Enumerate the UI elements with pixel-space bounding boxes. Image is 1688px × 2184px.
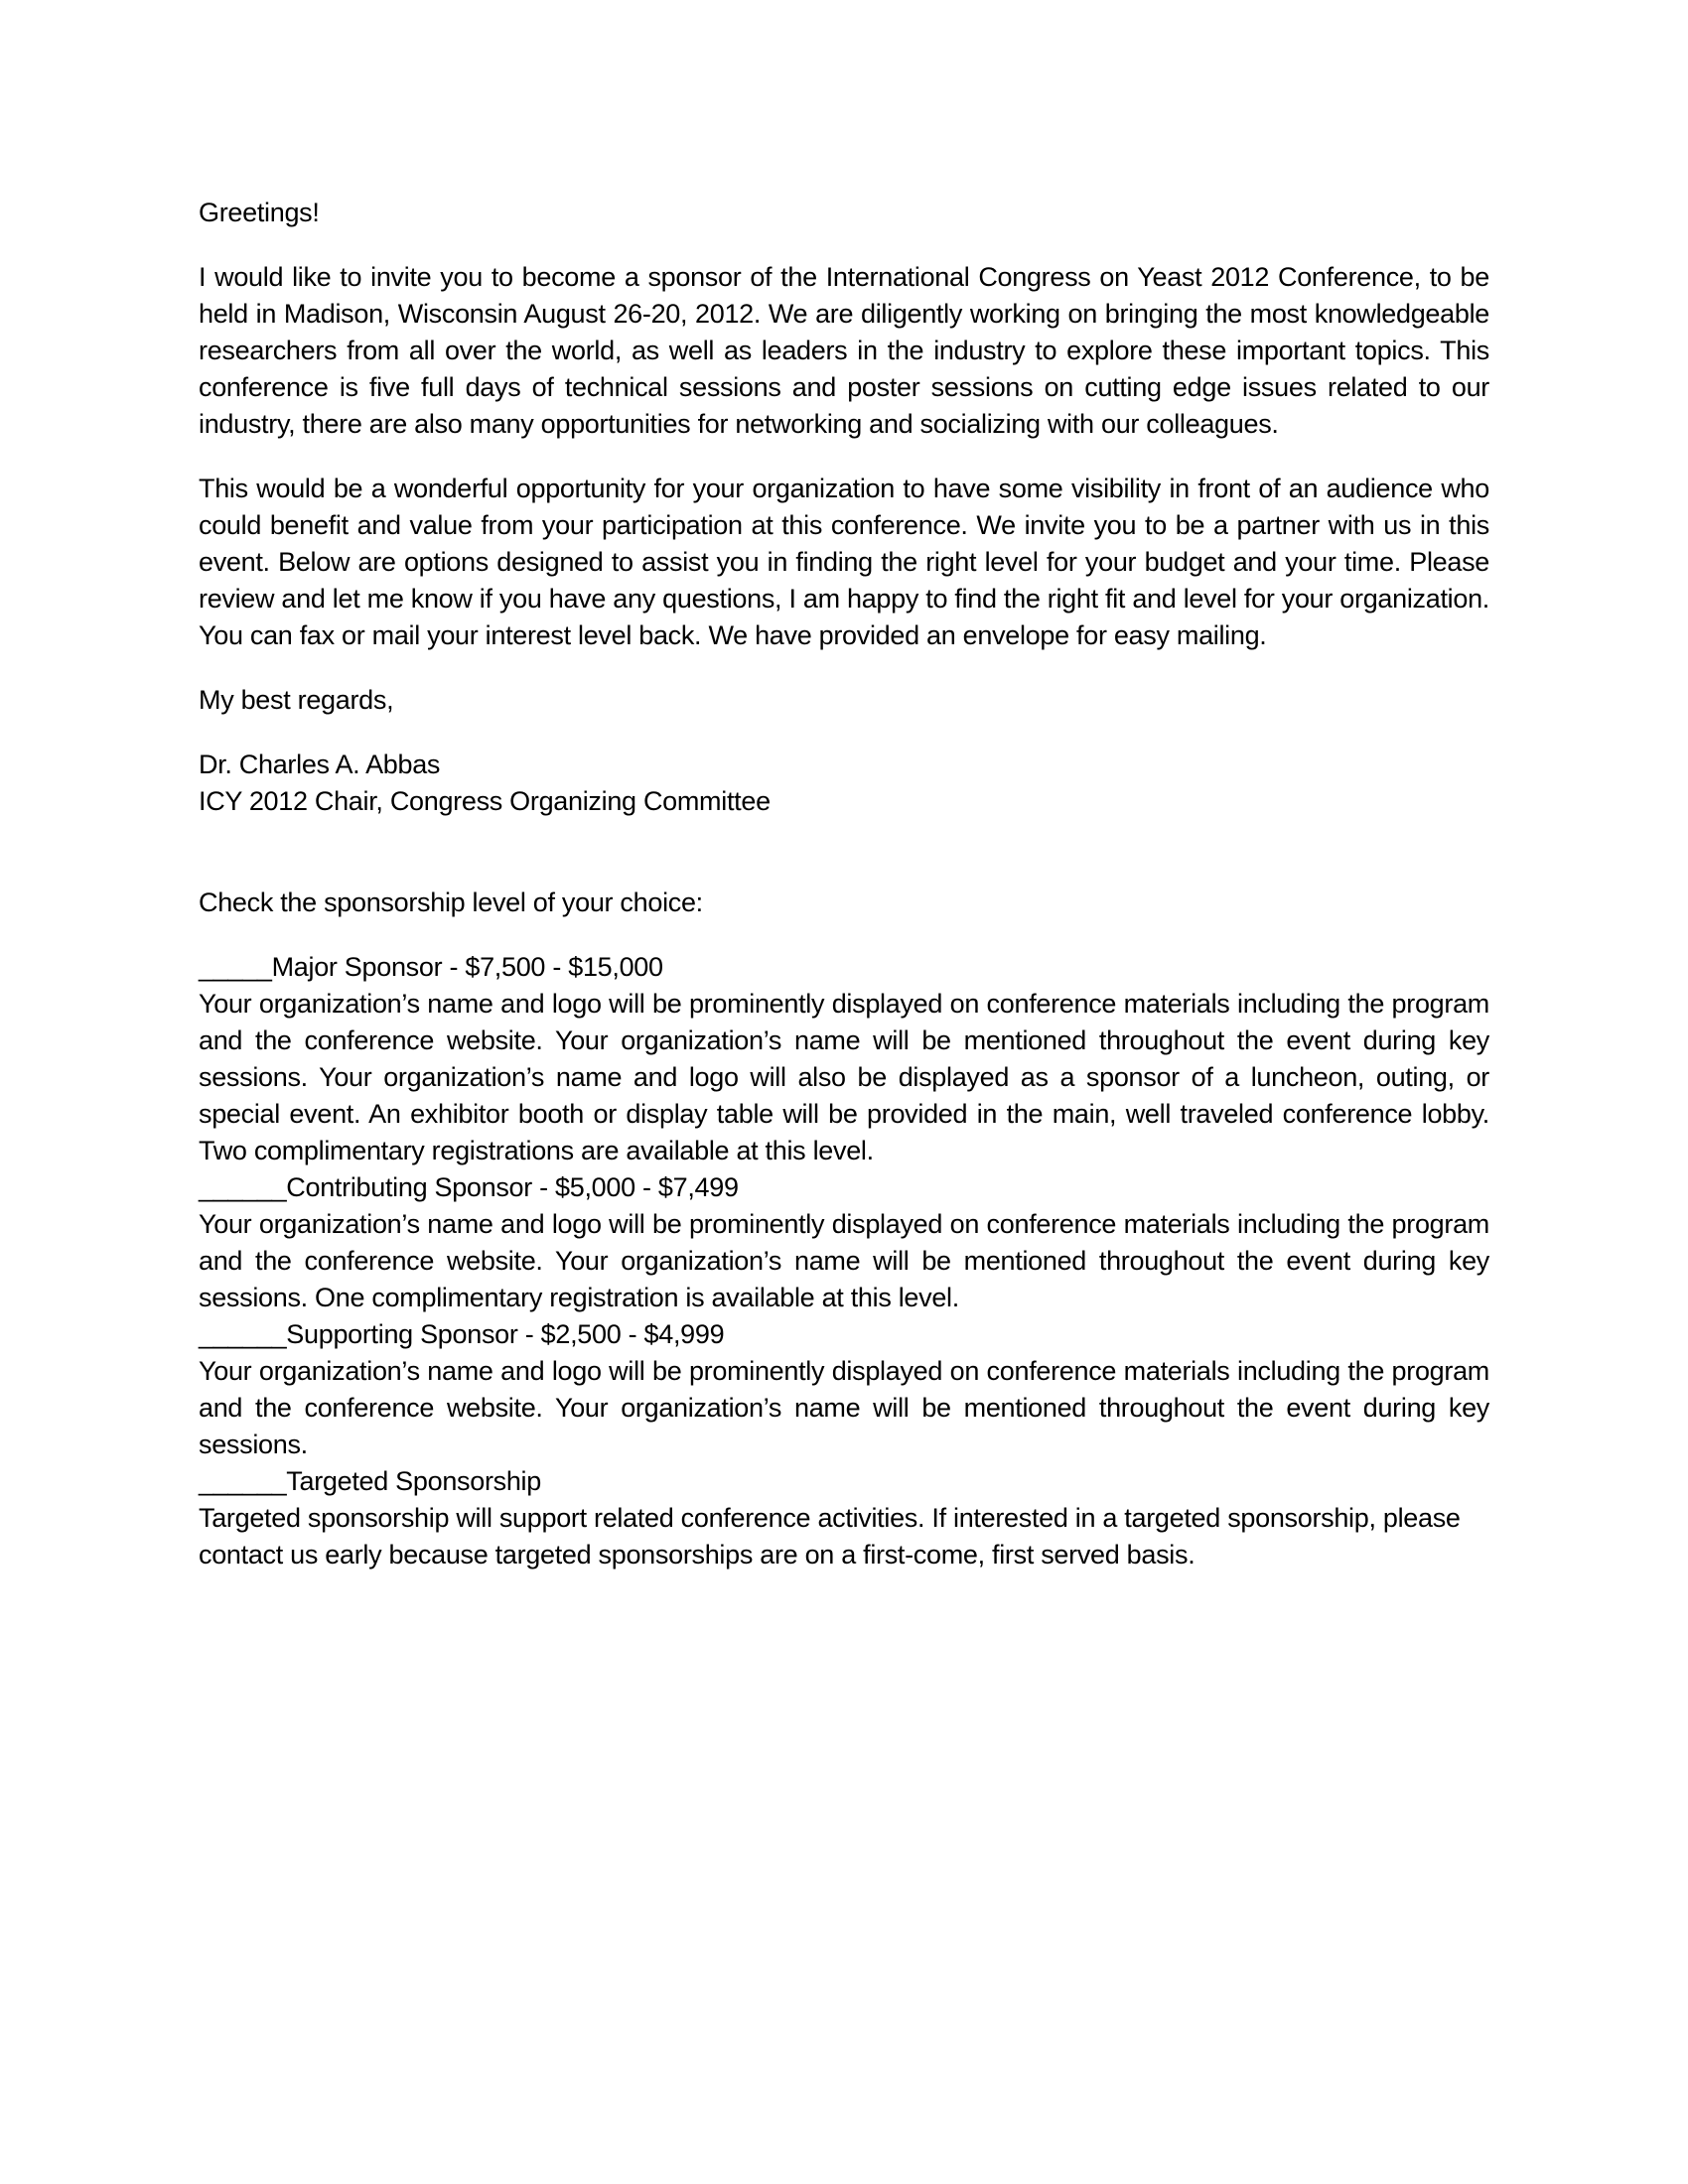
sponsor-blank-line: ______ — [199, 1466, 287, 1496]
signature-name: Dr. Charles A. Abbas — [199, 750, 441, 779]
sponsorship-options-list — [199, 949, 1489, 1573]
sponsor-blank-line: _____ — [199, 952, 272, 982]
blank-line-spacer — [199, 848, 1489, 885]
sponsor-level-heading-supporting — [199, 1316, 1489, 1353]
sponsor-level-heading-contributing — [199, 1169, 1489, 1206]
sponsor-level-label: Major Sponsor - $7,500 - $15,000 — [271, 952, 663, 982]
letter-paragraph-invitation: I would like to invite you to become a sponsor of the International Congress on Yeast 2012 Conference, to be held in Madison, Wisconsin August 26-20, 2012. We are diligently working on bringing the most knowledgeable researchers from all over the world, as well as leaders in the industry to explore these important topics. This conference is five full days of technical sessions and poster sessions on cutting edge issues related to our industry, there are also many opportunities for networking and socializing with our colleagues. — [199, 262, 1489, 439]
sponsorship-instruction: Check the sponsorship level of your choice: — [199, 887, 703, 917]
sponsor-level-label: Targeted Sponsorship — [286, 1466, 541, 1496]
sponsor-level-label: Contributing Sponsor - $5,000 - $7,499 — [286, 1172, 739, 1202]
letter-closing: My best regards, — [199, 685, 394, 715]
sponsor-level-heading-major — [199, 949, 1489, 986]
signature-block — [199, 747, 1489, 820]
sponsor-level-heading-targeted — [199, 1463, 1489, 1500]
sponsor-blank-line: ______ — [199, 1172, 287, 1202]
sponsor-level-label: Supporting Sponsor - $2,500 - $4,999 — [286, 1319, 725, 1349]
signature-title: ICY 2012 Chair, Congress Organizing Committee — [199, 786, 771, 816]
letter-greeting: Greetings! — [199, 198, 320, 227]
sponsor-blank-line: ______ — [199, 1319, 287, 1349]
letter-paragraph-opportunity: This would be a wonderful opportunity for your organization to have some visibility in front of an audience who could benefit and value from your participation at this conference. We invite you to be a partner with us in this event. Below are options designed to assist you in finding the right level for your budget and your time. Please review and let me know if you have any questions, I am happy to find the right fit and level for your organization. You can fax or mail your interest level back. We have provided an envelope for easy mailing. — [199, 474, 1489, 650]
sponsor-level-description-targeted: Targeted sponsorship will support related conference activities. If interested in a targeted sponsorship, please contact us early because targeted sponsorships are on a first-come, first served basis. — [199, 1503, 1461, 1570]
sponsor-level-description-major: Your organization’s name and logo will be prominently displayed on conference materials including the program and the conference website. Your organization’s name will be mentioned throughout the event during key sessions. Your organization’s name and logo will also be displayed as a sponsor of a luncheon, outing, or special event. An exhibitor booth or display table will be provided in the main, well traveled conference lobby. Two complimentary registrations are available at this level. — [199, 989, 1489, 1165]
sponsor-level-description-contributing: Your organization’s name and logo will be prominently displayed on conference materials including the program and the conference website. Your organization’s name will be mentioned throughout the event during key sessions. One complimentary registration is available at this level. — [199, 1209, 1489, 1312]
sponsor-level-description-supporting: Your organization’s name and logo will be prominently displayed on conference materials including the program and the conference website. Your organization’s name will be mentioned throughout the event during key sessions. — [199, 1356, 1489, 1459]
